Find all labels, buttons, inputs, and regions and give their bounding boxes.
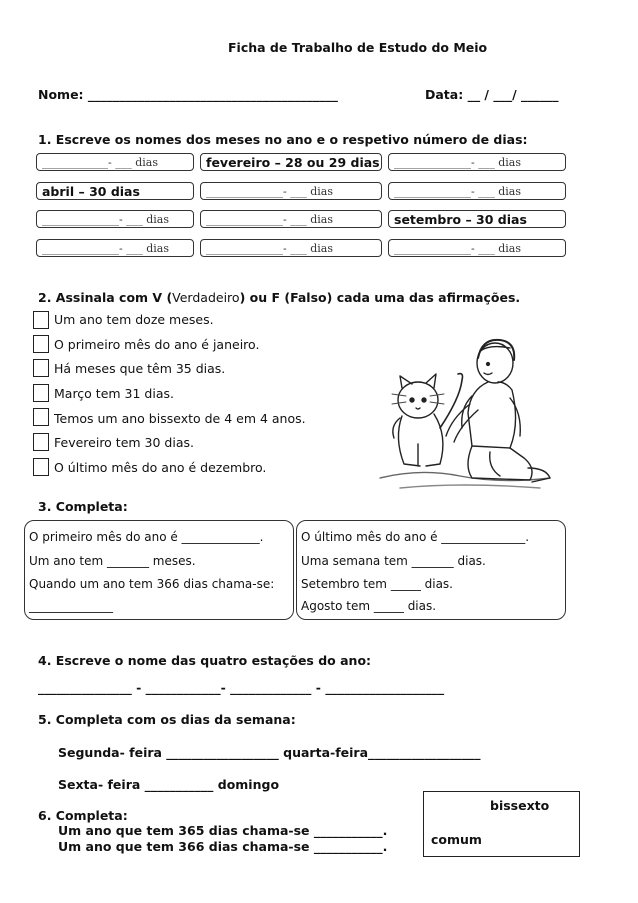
month-cell-february: fevereiro – 28 ou 29 dias (200, 153, 382, 171)
completion-line[interactable]: ______________ (29, 599, 113, 613)
month-cell[interactable]: ______________- ___ dias (388, 182, 566, 200)
completion-box-right (296, 520, 566, 620)
completion-line[interactable]: Setembro tem _____ dias. (301, 577, 453, 591)
completion-line[interactable]: Agosto tem _____ dias. (301, 599, 437, 613)
statement-text: Há meses que têm 35 dias. (54, 361, 226, 376)
statement-checkbox[interactable] (33, 335, 49, 353)
month-cell[interactable]: ______________- ___ dias (36, 239, 194, 257)
month-cell-september: setembro – 30 dias (388, 210, 566, 228)
month-cell[interactable]: ______________- ___ dias (388, 153, 566, 171)
statement-checkbox[interactable] (33, 458, 49, 476)
month-cell[interactable]: ______________- ___ dias (36, 210, 194, 228)
statement-text: Um ano tem doze meses. (54, 312, 214, 327)
q2-prompt: 2. Assinala com V (Verdadeiro) ou F (Falso) cada uma das afirmações. (38, 290, 521, 305)
completion-line[interactable]: O último mês do ano é ______________. (301, 530, 530, 544)
name-field[interactable]: Nome: ________________________________________ (38, 87, 338, 102)
q6-prompt: 6. Completa: (38, 808, 128, 823)
month-cell[interactable]: ______________- ___ dias (200, 182, 382, 200)
month-cell[interactable]: ______________- ___ dias (200, 210, 382, 228)
word-bank-comum: comum (431, 832, 482, 847)
month-cell[interactable]: ______________- ___ dias (388, 239, 566, 257)
completion-line[interactable]: Um ano tem _______ meses. (29, 554, 196, 568)
q5-prompt: 5. Completa com os dias da semana: (38, 712, 296, 727)
q3-prompt: 3. Completa: (38, 499, 128, 514)
word-bank-bissexto: bissexto (490, 798, 550, 813)
weekdays-line-1[interactable]: Segunda- feira __________________ quarta-feira__________________ (58, 745, 481, 760)
q6-line-366[interactable]: Um ano que tem 366 dias chama-se ___________. (58, 839, 388, 854)
completion-line[interactable]: Uma semana tem _______ dias. (301, 554, 486, 568)
statement-checkbox[interactable] (33, 433, 49, 451)
weekdays-line-2[interactable]: Sexta- feira ___________ domingo (58, 777, 280, 792)
page-title: Ficha de Trabalho de Estudo do Meio (228, 40, 488, 55)
completion-line[interactable]: O primeiro mês do ano é _____________. (29, 530, 264, 544)
statement-checkbox[interactable] (33, 311, 49, 329)
statement-checkbox[interactable] (33, 359, 49, 377)
q6-line-365[interactable]: Um ano que tem 365 dias chama-se ___________. (58, 823, 388, 838)
date-field[interactable]: Data: __ / ___/ ______ (425, 87, 559, 102)
statement-text: O primeiro mês do ano é janeiro. (54, 337, 260, 352)
completion-line[interactable]: Quando um ano tem 366 dias chama-se: (29, 577, 275, 591)
word-bank-box (423, 791, 580, 857)
boy-with-cat-illustration (360, 318, 570, 498)
month-cell-april: abril – 30 dias (36, 182, 194, 200)
seasons-line[interactable]: _______________ - ____________- _____________ - ___________________ (38, 680, 445, 695)
statement-text: Março tem 31 dias. (54, 386, 174, 401)
month-cell[interactable]: ____________- ___ dias (36, 153, 194, 171)
completion-box-left (24, 520, 294, 620)
statement-checkbox[interactable] (33, 384, 49, 402)
statement-text: Temos um ano bissexto de 4 em 4 anos. (54, 411, 306, 426)
month-cell[interactable]: ______________- ___ dias (200, 239, 382, 257)
statement-checkbox[interactable] (33, 408, 49, 426)
q4-prompt: 4. Escreve o nome das quatro estações do ano: (38, 653, 372, 668)
q1-prompt: 1. Escreve os nomes dos meses no ano e o respetivo número de dias: (38, 132, 528, 147)
statement-text: Fevereiro tem 30 dias. (54, 435, 194, 450)
statement-text: O último mês do ano é dezembro. (54, 460, 267, 475)
